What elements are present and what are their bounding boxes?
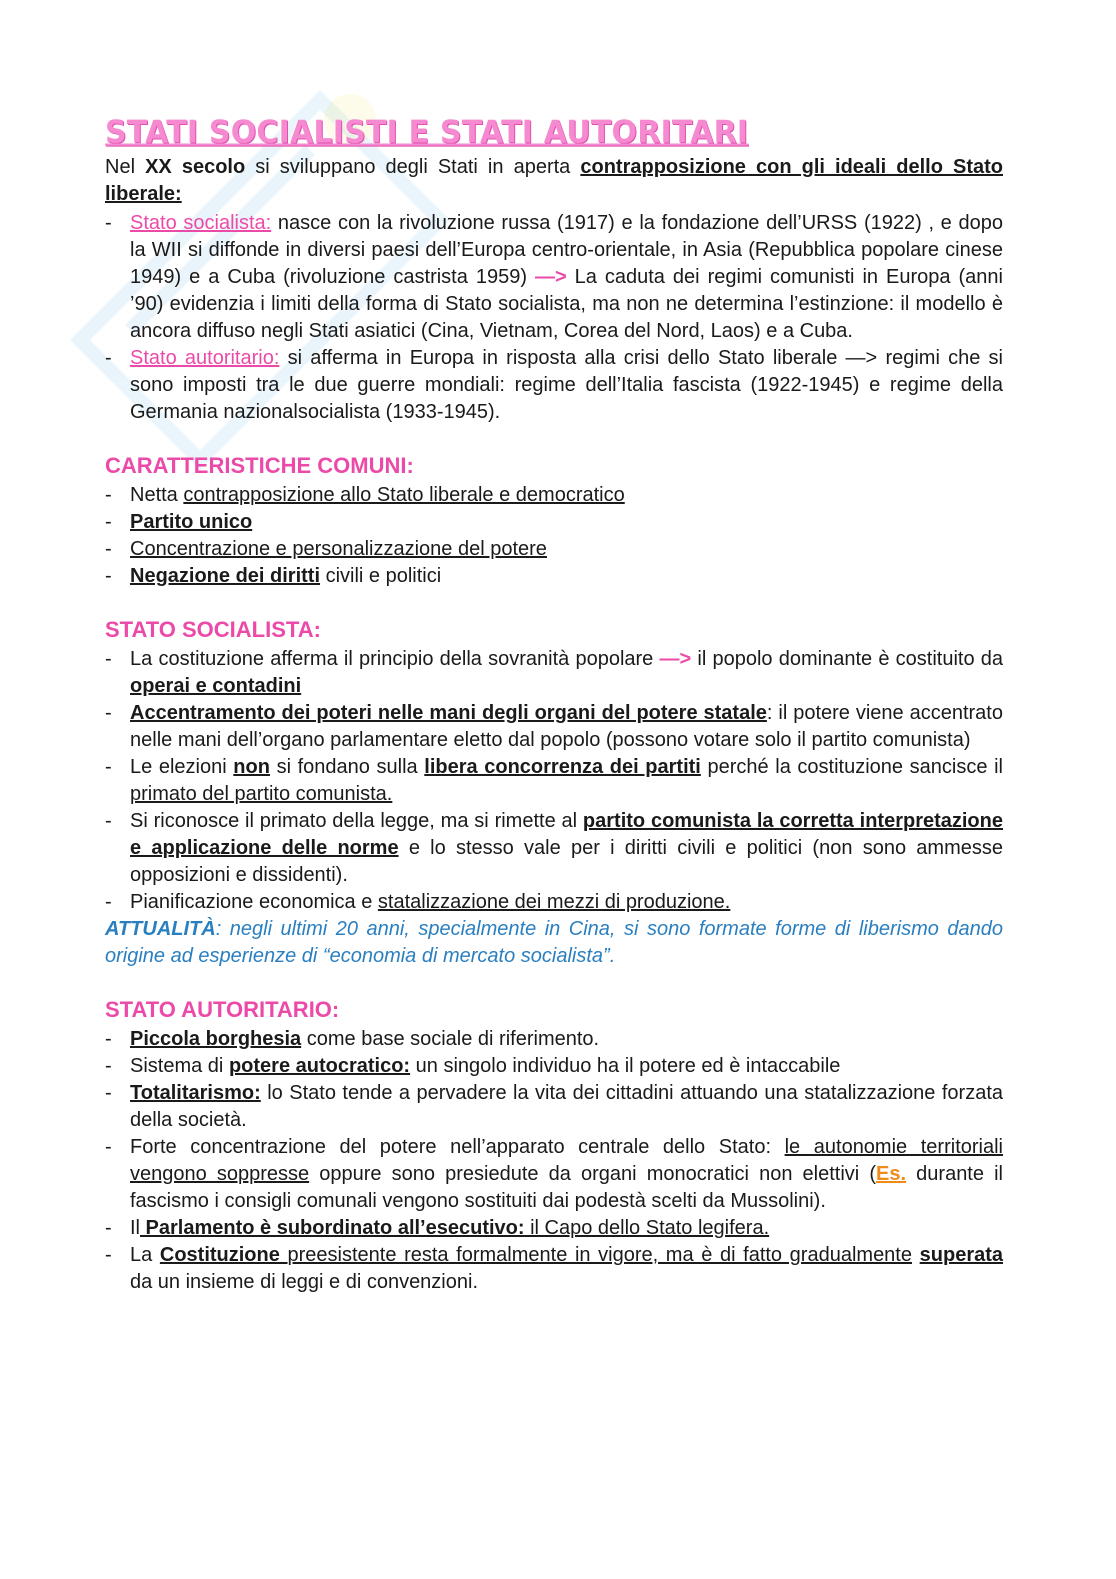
intro-opposition: contrapposizione con gli ideali dello Stato liberale: bbox=[105, 156, 1003, 205]
common-list bbox=[105, 482, 1003, 590]
item-text: Forte concentrazione del potere nell’apparato centrale dello Stato: bbox=[130, 1136, 785, 1158]
item-text: un singolo individuo ha il potere ed è intaccabile bbox=[410, 1055, 841, 1077]
socialist-heading: STATO SOCIALISTA: bbox=[105, 617, 321, 642]
attualita-label: ATTUALITÀ bbox=[105, 918, 216, 940]
socialist-state-label: Stato socialista: bbox=[130, 212, 272, 234]
item-bold: Parlamento è subordinato all’esecutivo: bbox=[140, 1217, 525, 1239]
list-item bbox=[105, 1026, 1003, 1053]
list-item bbox=[105, 754, 1003, 808]
item-bold: potere autocratico: bbox=[228, 1055, 411, 1077]
item-text: e lo stesso vale per i diritti civili e politici (non sono ammesse opposizioni e dissidenti). bbox=[130, 837, 1003, 886]
item-bold: non bbox=[233, 756, 270, 778]
list-item bbox=[105, 808, 1003, 889]
item-underlined: primato del partito comunista. bbox=[130, 783, 393, 805]
list-item bbox=[105, 1080, 1003, 1134]
authoritarian-list bbox=[105, 1026, 1003, 1296]
item-text: Pianificazione economica e bbox=[130, 891, 378, 913]
list-item bbox=[105, 1215, 1003, 1242]
item-underlined: Concentrazione e personalizzazione del potere bbox=[130, 538, 547, 560]
item-underlined: contrapposizione allo Stato liberale e democratico bbox=[183, 484, 625, 506]
item-bold: Accentramento dei poteri nelle mani degli organi del potere statale bbox=[130, 702, 767, 724]
attualita-text: : negli ultimi 20 anni, specialmente in Cina, si sono formate forme di liberismo dando origine ad esperienze di “economia di mercato socialista”. bbox=[105, 918, 1003, 967]
item-bold: superata bbox=[919, 1244, 1004, 1266]
state-forms-list bbox=[105, 210, 1003, 426]
list-item bbox=[105, 536, 1003, 563]
list-item bbox=[105, 889, 1003, 916]
example-label: Es. bbox=[876, 1163, 907, 1185]
item-text: si fondano sulla bbox=[269, 756, 425, 778]
item-underlined: il Capo dello Stato legifera. bbox=[524, 1217, 770, 1239]
item-text: Il bbox=[130, 1217, 140, 1239]
socialist-list bbox=[105, 646, 1003, 916]
list-item bbox=[105, 210, 1003, 345]
item-bold: operai e contadini bbox=[130, 675, 302, 697]
arrow-icon: —> bbox=[534, 266, 567, 288]
item-underlined: statalizzazione dei mezzi di produzione. bbox=[377, 891, 731, 913]
list-item bbox=[105, 1134, 1003, 1215]
list-item bbox=[105, 700, 1003, 754]
list-item bbox=[105, 1053, 1003, 1080]
item-text: da un insieme di leggi e di convenzioni. bbox=[130, 1271, 478, 1293]
authoritarian-heading: STATO AUTORITARIO: bbox=[105, 997, 340, 1022]
item-text: Sistema di bbox=[130, 1055, 229, 1077]
page-title: STATI SOCIALISTI E STATI AUTORITARI bbox=[105, 114, 749, 151]
item-bold: Partito unico bbox=[130, 511, 253, 533]
item-text: il popolo dominante è costituito da bbox=[691, 648, 1004, 670]
item-text: La bbox=[130, 1244, 160, 1266]
item-bold: Costituzione bbox=[159, 1244, 288, 1266]
intro-text-2: si sviluppano degli Stati in aperta bbox=[245, 156, 581, 178]
list-item bbox=[105, 563, 1003, 590]
item-text: Netta bbox=[130, 484, 184, 506]
list-item bbox=[105, 345, 1003, 426]
attualita-note bbox=[105, 916, 1003, 970]
item-bold: Totalitarismo: bbox=[130, 1082, 261, 1104]
item-bold: Negazione dei diritti bbox=[130, 565, 321, 587]
item-text: La costituzione afferma il principio della sovranità popolare bbox=[130, 648, 660, 670]
item-underlined: le autonomie territoriali vengono soppresse bbox=[130, 1136, 1003, 1185]
item-bold: partito comunista la corretta interpretazione e applicazione delle norme bbox=[130, 810, 1003, 859]
item-text: civili e politici bbox=[320, 565, 442, 587]
item-text: perché la costituzione sancisce il bbox=[700, 756, 1003, 778]
item-text: durante il fascismo i consigli comunali vengono sostituiti dai podestà scelti da Mussolini). bbox=[130, 1163, 1003, 1212]
list-item bbox=[105, 482, 1003, 509]
list-item bbox=[105, 646, 1003, 700]
intro-text: Nel bbox=[105, 156, 146, 178]
list-item bbox=[105, 1242, 1003, 1296]
authoritarian-state-text: si afferma in Europa in risposta alla crisi dello Stato liberale —> regimi che si sono imposti tra le due guerre mondiali: regime dell’Italia fascista (1922-1945) e regime della Germania nazionalsocialista (1933-1945). bbox=[130, 347, 1004, 423]
item-text: Si riconosce il primato della legge, ma si rimette al bbox=[130, 810, 583, 832]
socialist-state-text-2: La caduta dei regimi comunisti in Europa (anni ’90) evidenzia i limiti della forma di Stato socialista, ma non ne determina l’estinzione: il modello è ancora diffuso negli Stati asiatici (Cina, Vietnam, Corea del Nord, Laos) e a Cuba. bbox=[130, 266, 1003, 342]
item-bold: Piccola borghesia bbox=[130, 1028, 302, 1050]
authoritarian-state-label: Stato autoritario: bbox=[130, 347, 280, 369]
socialist-state-text: nasce con la rivoluzione russa (1917) e la fondazione dell’URSS (1922) , e dopo la WII si diffonde in diversi paesi dell’Europa centro-orientale, in Asia (Repubblica popolare cinese 1949) e a Cuba (rivoluzione castrista 1959) bbox=[130, 212, 1003, 288]
item-text: come base sociale di riferimento. bbox=[301, 1028, 600, 1050]
document-page bbox=[105, 112, 1003, 1296]
item-text: Le elezioni bbox=[130, 756, 234, 778]
item-bold: libera concorrenza dei partiti bbox=[424, 756, 701, 778]
arrow-icon: —> bbox=[659, 648, 692, 670]
item-text: lo Stato tende a pervadere la vita dei cittadini attuando una statalizzazione forzata della società. bbox=[130, 1082, 1003, 1131]
item-text: oppure sono presiedute da organi monocratici non elettivi ( bbox=[309, 1163, 877, 1185]
intro-century: XX secolo bbox=[145, 156, 246, 178]
item-text bbox=[912, 1244, 920, 1266]
item-underlined: preesistente resta formalmente in vigore, ma è di fatto gradualmente bbox=[287, 1244, 912, 1266]
common-heading: CARATTERISTICHE COMUNI: bbox=[105, 453, 414, 478]
item-text: : il potere viene accentrato nelle mani dell’organo parlamentare eletto dal popolo (possono votare solo il partito comunista) bbox=[130, 702, 1003, 751]
list-item bbox=[105, 509, 1003, 536]
intro-paragraph bbox=[105, 154, 1003, 208]
